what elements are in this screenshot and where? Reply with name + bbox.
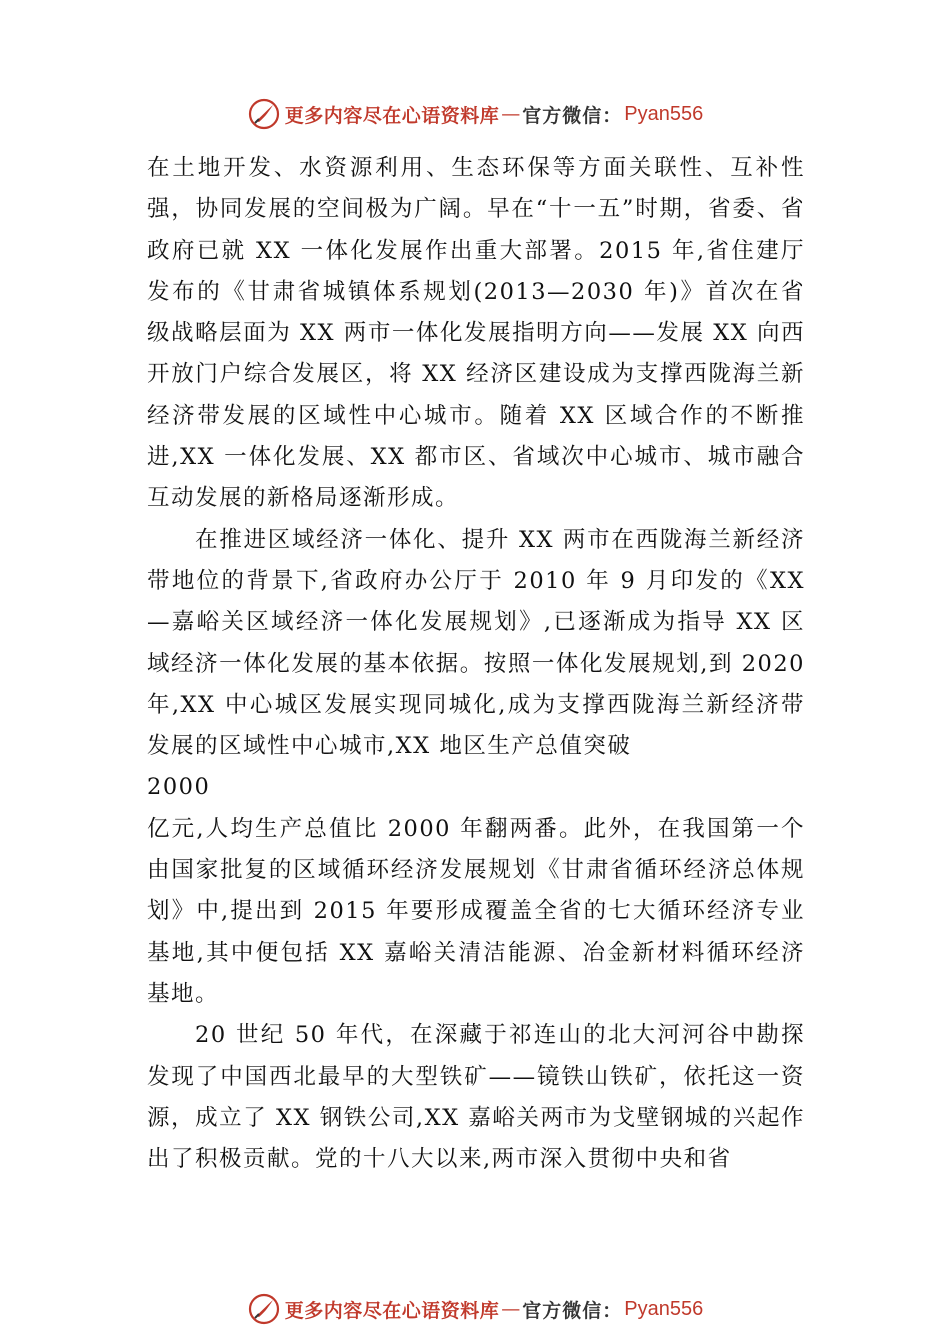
footer-wechat-id: Pyan556 [624,1297,704,1320]
paragraph-2: 在推进区域经济一体化、提升 XX 两市在西陇海兰新经济带地位的背景下,省政府办公厅于 2010 年 9 月印发的《XX—嘉峪关区域经济一体化发展规划》,已逐渐成为指导 XX 区域经济一体化发展的基本依据。按照一体化发展规划,到 2020 年,XX 中心城区发展实现同城化,成为支撑西陇海兰新经济带发展的区域性中心城市,XX 地区生产总值突破 [147,526,805,760]
quill-seal-icon [247,1292,281,1326]
document-body [147,148,805,1180]
footer-dash: — [501,1298,521,1320]
header-banner [0,94,950,134]
wechat-label: 官方微信： [522,104,623,127]
paragraph-1: 在土地开发、水资源利用、生态环保等方面关联性、互补性强，协同发展的空间极为广阔。早在“十一五”时期，省委、省政府已就 XX 一体化发展作出重大部署。2015 年,省住建厅发布的《甘肃省城镇体系规划(2013—2030 年)》首次在省级战略层面为 XX 两市一体化发展指明方向——发展 XX 向西开放门户综合发展区，将 XX 经济区建设成为支撑西陇海兰新经济带发展的区域性中心城市。随着 XX 区域合作的不断推进,XX 一体化发展、XX 都市区、省域次中心城市、城市融合互动发展的新格局逐渐形成。 [147,155,805,512]
footer-banner [0,1289,950,1329]
paragraph-2-number: 2000 [147,774,211,801]
wechat-id: Pyan556 [624,102,704,125]
footer-brand-text: 更多内容尽在心语资料库 [284,1299,500,1322]
brand-text: 更多内容尽在心语资料库 [284,104,500,127]
paragraph-4: 20 世纪 50 年代，在深藏于祁连山的北大河河谷中勘探发现了中国西北最早的大型铁矿——镜铁山铁矿，依托这一资源，成立了 XX 钢铁公司,XX 嘉峪关两市为戈壁钢城的兴起作出了积极贡献。党的十八大以来,两市深入贯彻中央和省 [147,1022,805,1173]
footer-wechat-label: 官方微信： [522,1299,623,1322]
quill-seal-icon [247,97,281,131]
paragraph-3: 亿元,人均生产总值比 2000 年翻两番。此外，在我国第一个由国家批复的区域循环经济发展规划《甘肃省循环经济总体规划》中,提出到 2015 年要形成覆盖全省的七大循环经济专业基地,其中便包括 XX 嘉峪关清洁能源、冶金新材料循环经济基地。 [147,815,805,1007]
banner-dash: — [501,103,521,125]
